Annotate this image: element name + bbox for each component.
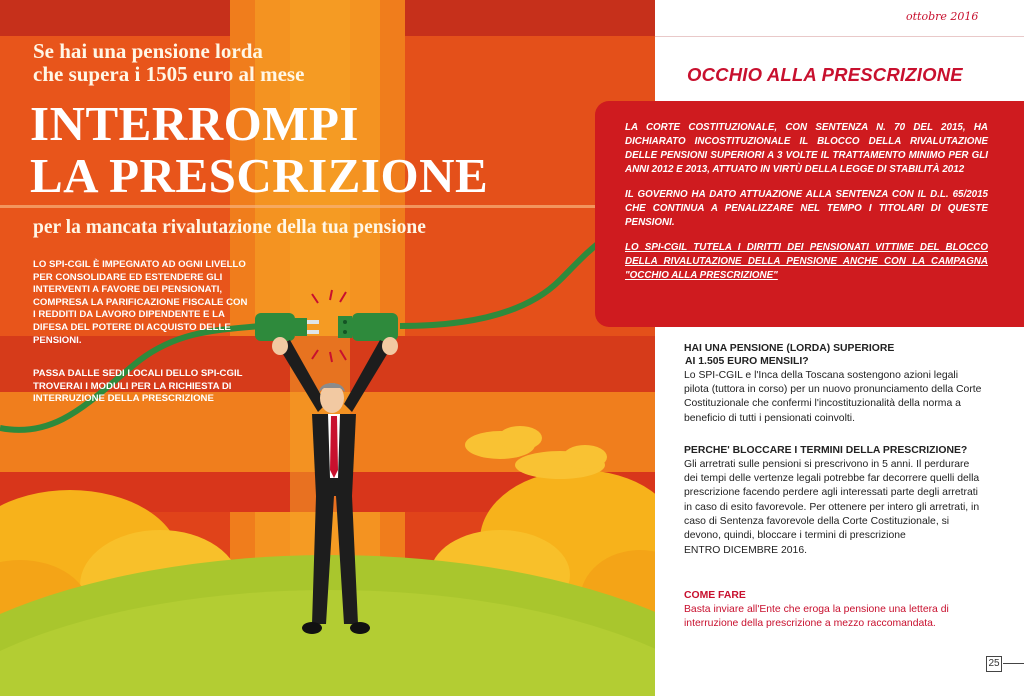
headline-line-2: LA PRESCRIZIONE	[30, 148, 489, 203]
red-box-paragraph-1: LA CORTE COSTITUZIONALE, CON SENTENZA N. 70 DEL 2015, HA DICHIARATO INCOSTITUZIONALE IL BLOCCO DELLA RIVALUTAZIONE DELLE PENSIONI SUPERIORI A 3 VOLTE IL TRATTAMENTO MINIMO PER GLI ANNI 2012 E 2013, ATTUATO IN VIRTÙ DELLA LEGGE DI STABILITÀ 2012	[625, 122, 988, 175]
headline-line-1: INTERROMPI	[30, 96, 359, 151]
poster-body-paragraph-1: LO SPI-CGIL È IMPEGNATO AD OGNI LIVELLO PER CONSOLIDARE ED ESTENDERE GLI INTERVENTI A FAVORE DEI PENSIONATI, COMPRESA LA PARIFICAZIONE FISCALE CON I REDDITI DA LAVORO DIPENDENTE E LA DIFESA DEL POTERE DI ACQUISTO DELLE PENSIONI.	[33, 259, 248, 346]
question-title-1a: HAI UNA PENSIONE (LORDA) SUPERIORE	[684, 343, 895, 354]
plug-right-icon	[338, 313, 398, 341]
question-title-3: COME FARE	[684, 590, 746, 601]
question-text-1: Lo SPI-CGIL e l'Inca della Toscana sostengono azioni legali pilota (tuttora in corso) per un nuovo pronunciamento della Corte Costituzionale che confermi l'incostituzionalità della norma a beneficio di tutti i pensionati coinvolti.	[684, 370, 982, 424]
poster-body-paragraph-2: PASSA DALLE SEDI LOCALI DELLO SPI-CGIL TROVERAI I MODULI PER LA RICHIESTA DI INTERRUZIONE DELLA PRESCRIZIONE	[33, 368, 243, 405]
header-divider	[655, 36, 1024, 37]
tagline: per la mancata rivalutazione della tua pensione	[33, 217, 426, 238]
question-text-3: Basta inviare all'Ente che eroga la pensione una lettera di interruzione della prescrizione a mezzo raccomandata.	[684, 604, 949, 630]
question-block-prescription	[684, 444, 984, 558]
page-number-rule	[1003, 663, 1024, 664]
question-title-2: PERCHE' BLOCCARE I TERMINI DELLA PRESCRIZIONE?	[684, 445, 968, 456]
question-title-1b: AI 1.505 EURO MENSILI?	[685, 356, 809, 367]
question-block-how-to	[684, 589, 984, 631]
subheading-line-1: Se hai una pensione lorda	[33, 39, 263, 63]
question-block-pension	[684, 342, 984, 426]
red-box-paragraph-2: IL GOVERNO HA DATO ATTUAZIONE ALLA SENTENZA CON IL D.L. 65/2015 CHE CONTINUA A PENALIZZARE NEL TEMPO I TITOLARI DI QUESTE PENSIONI.	[625, 189, 988, 228]
page-number: 25	[986, 656, 1002, 672]
section-title: OCCHIO ALLA PRESCRIZIONE	[687, 64, 963, 85]
issue-date: ottobre 2016	[906, 10, 979, 23]
red-box-paragraph-3: LO SPI-CGIL TUTELA I DIRITTI DEI PENSIONATI VITTIME DEL BLOCCO DELLA RIVALUTAZIONE DELLA PENSIONE ANCHE CON LA CAMPAGNA "OCCHIO ALLA PRESCRIZIONE"	[625, 242, 988, 281]
deadline-text: ENTRO DICEMBRE 2016.	[684, 545, 807, 557]
question-text-2: Gli arretrati sulle pensioni si prescrivono in 5 anni. Il perdurare dei tempi delle vertenze legali potrebbe far decorrere quelli della prescrizione facendo perdere agli interessati parte degli arretrati in caso di esito favorevole. Per ottenere per intero gli arretrati, in caso di Sentenza favorevole della Corte Costituzionale, si devono, quindi, bloccare i termini di prescrizione	[684, 459, 980, 542]
red-info-box	[595, 101, 1024, 327]
subheading-line-2: che supera i 1505 euro al mese	[33, 62, 305, 86]
